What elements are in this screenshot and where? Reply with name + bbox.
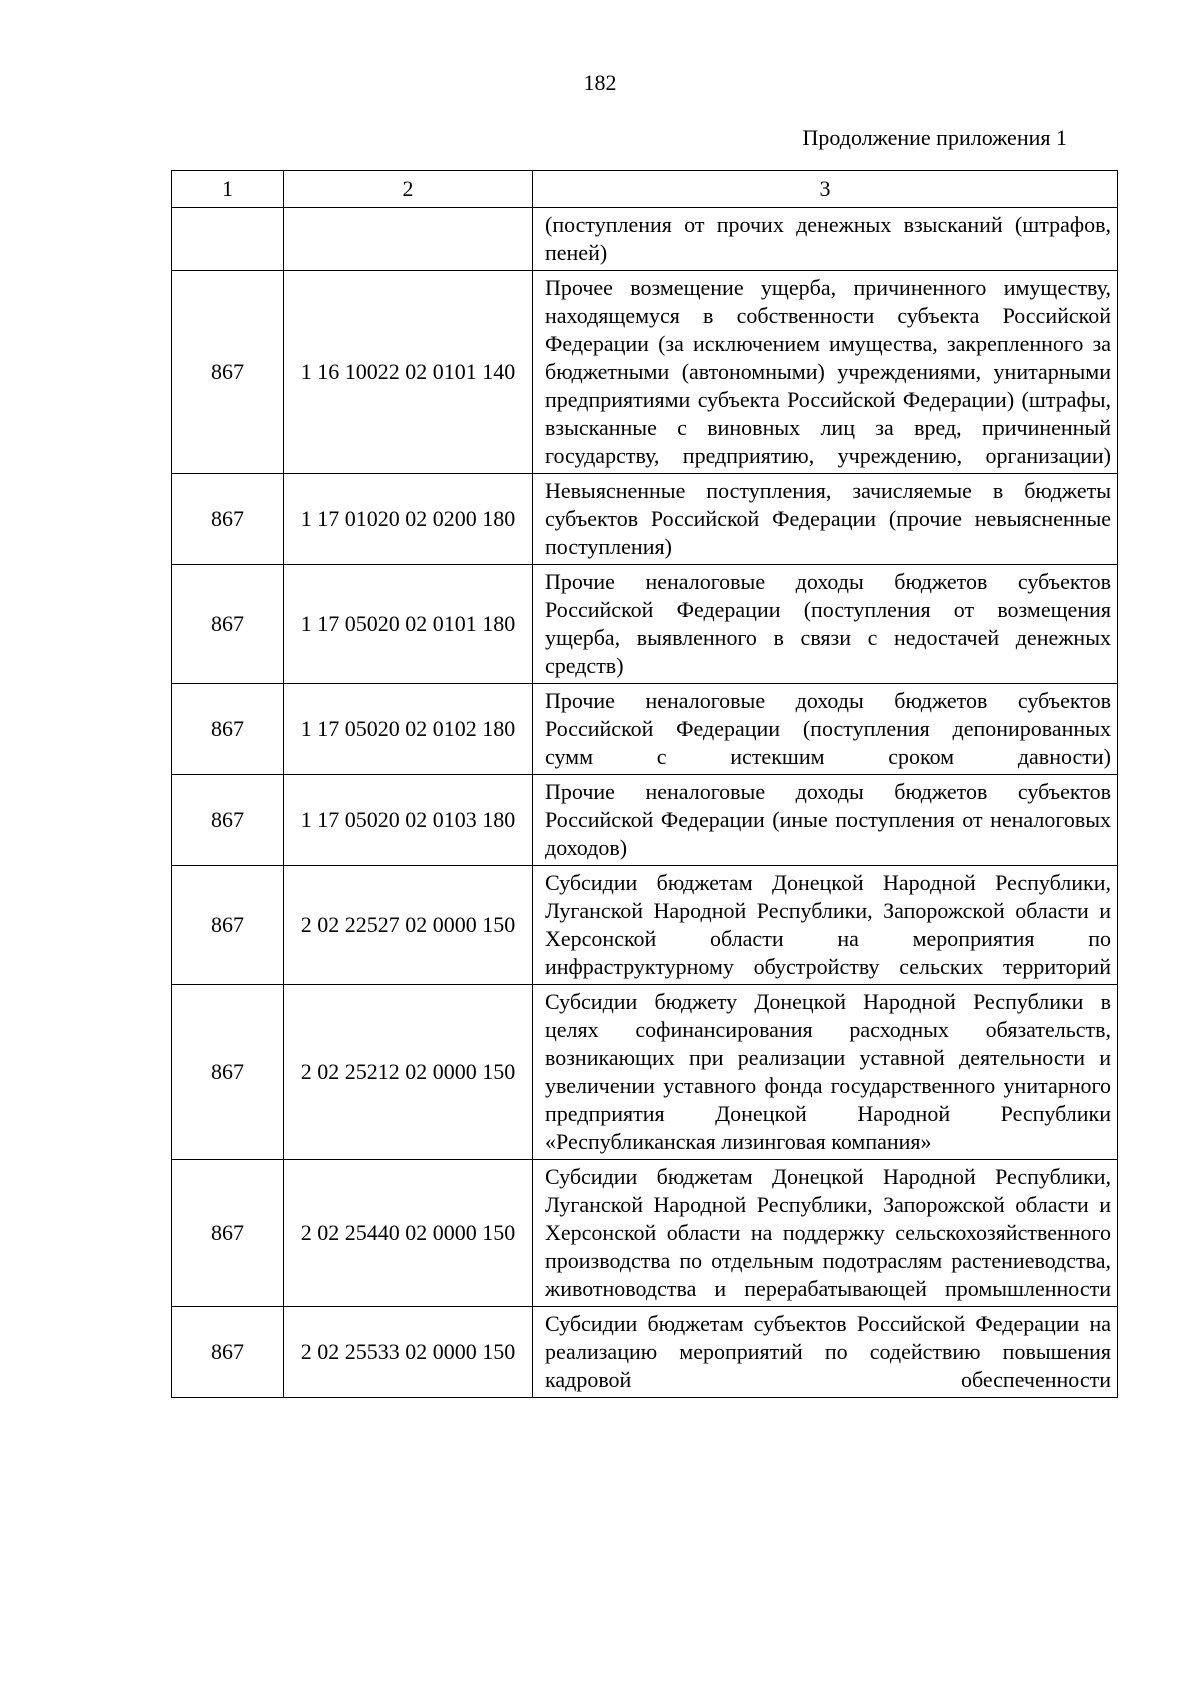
budget-code-cell <box>284 208 533 271</box>
table-row <box>172 1160 1118 1307</box>
admin-code-cell: 867 <box>172 985 284 1160</box>
description-cell: Невыясненные поступления, зачисляемые в бюджеты субъектов Российской Федерации (прочие невыясненные поступления) <box>533 474 1118 565</box>
description-cell: Субсидии бюджету Донецкой Народной Республики в целях софинансирования расходных обязательств, возникающих при реализации уставной деятельности и увеличении уставного фонда государственного унитарного предприятия Донецкой Народной Республики «Республиканская лизинговая компания» <box>533 985 1118 1160</box>
description-cell: Прочее возмещение ущерба, причиненного имуществу, находящемуся в собственности субъекта Российской Федерации (за исключением имущества, закрепленного за бюджетными (автономными) учреждениями, унитарными предприятиями субъекта Российской Федерации) (штрафы, взысканные с виновных лиц за вред, причиненный государству, предприятию, учреждению, организации) <box>533 271 1118 474</box>
appendix-note: Продолжение приложения 1 <box>802 125 1067 150</box>
budget-code-cell: 2 02 25440 02 0000 150 <box>284 1160 533 1307</box>
admin-code-cell <box>172 208 284 271</box>
budget-code-cell: 1 16 10022 02 0101 140 <box>284 271 533 474</box>
admin-code-cell: 867 <box>172 565 284 684</box>
budget-code-cell: 1 17 05020 02 0101 180 <box>284 565 533 684</box>
table-row <box>172 208 1118 271</box>
description-cell: (поступления от прочих денежных взысканий (штрафов, пеней) <box>533 208 1118 271</box>
admin-code-cell: 867 <box>172 1307 284 1398</box>
admin-code-cell: 867 <box>172 1160 284 1307</box>
table-row <box>172 866 1118 985</box>
revenue-codes-table <box>171 170 1118 1398</box>
admin-code-cell: 867 <box>172 775 284 866</box>
table-header-row <box>172 171 1118 208</box>
admin-code-cell: 867 <box>172 474 284 565</box>
table-row <box>172 775 1118 866</box>
budget-code-cell: 1 17 05020 02 0103 180 <box>284 775 533 866</box>
table-row <box>172 474 1118 565</box>
budget-code-cell: 2 02 25533 02 0000 150 <box>284 1307 533 1398</box>
description-cell: Субсидии бюджетам Донецкой Народной Республики, Луганской Народной Республики, Запорожской области и Херсонской области на мероприятия по инфраструктурному обустройству сельских территорий <box>533 866 1118 985</box>
description-cell: Субсидии бюджетам субъектов Российской Федерации на реализацию мероприятий по содействию повышения кадровой обеспеченности <box>533 1307 1118 1398</box>
admin-code-cell: 867 <box>172 684 284 775</box>
page-number: 182 <box>583 70 617 95</box>
header-cell-2: 2 <box>284 171 533 208</box>
budget-code-cell: 1 17 01020 02 0200 180 <box>284 474 533 565</box>
budget-code-cell: 1 17 05020 02 0102 180 <box>284 684 533 775</box>
table-row <box>172 565 1118 684</box>
description-cell: Субсидии бюджетам Донецкой Народной Республики, Луганской Народной Республики, Запорожской области и Херсонской области на поддержку сельскохозяйственного производства по отдельным подотраслям растениеводства, животноводства и перерабатывающей промышленности <box>533 1160 1118 1307</box>
table-row <box>172 985 1118 1160</box>
header-cell-1: 1 <box>172 171 284 208</box>
admin-code-cell: 867 <box>172 271 284 474</box>
budget-code-cell: 2 02 22527 02 0000 150 <box>284 866 533 985</box>
description-cell: Прочие неналоговые доходы бюджетов субъектов Российской Федерации (поступления депонированных сумм с истекшим сроком давности) <box>533 684 1118 775</box>
admin-code-cell: 867 <box>172 866 284 985</box>
header-cell-3: 3 <box>533 171 1118 208</box>
description-cell: Прочие неналоговые доходы бюджетов субъектов Российской Федерации (поступления от возмещения ущерба, выявленного в связи с недостачей денежных средств) <box>533 565 1118 684</box>
table-row <box>172 684 1118 775</box>
table-row <box>172 1307 1118 1398</box>
description-cell: Прочие неналоговые доходы бюджетов субъектов Российской Федерации (иные поступления от неналоговых доходов) <box>533 775 1118 866</box>
budget-code-cell: 2 02 25212 02 0000 150 <box>284 985 533 1160</box>
table-row <box>172 271 1118 474</box>
